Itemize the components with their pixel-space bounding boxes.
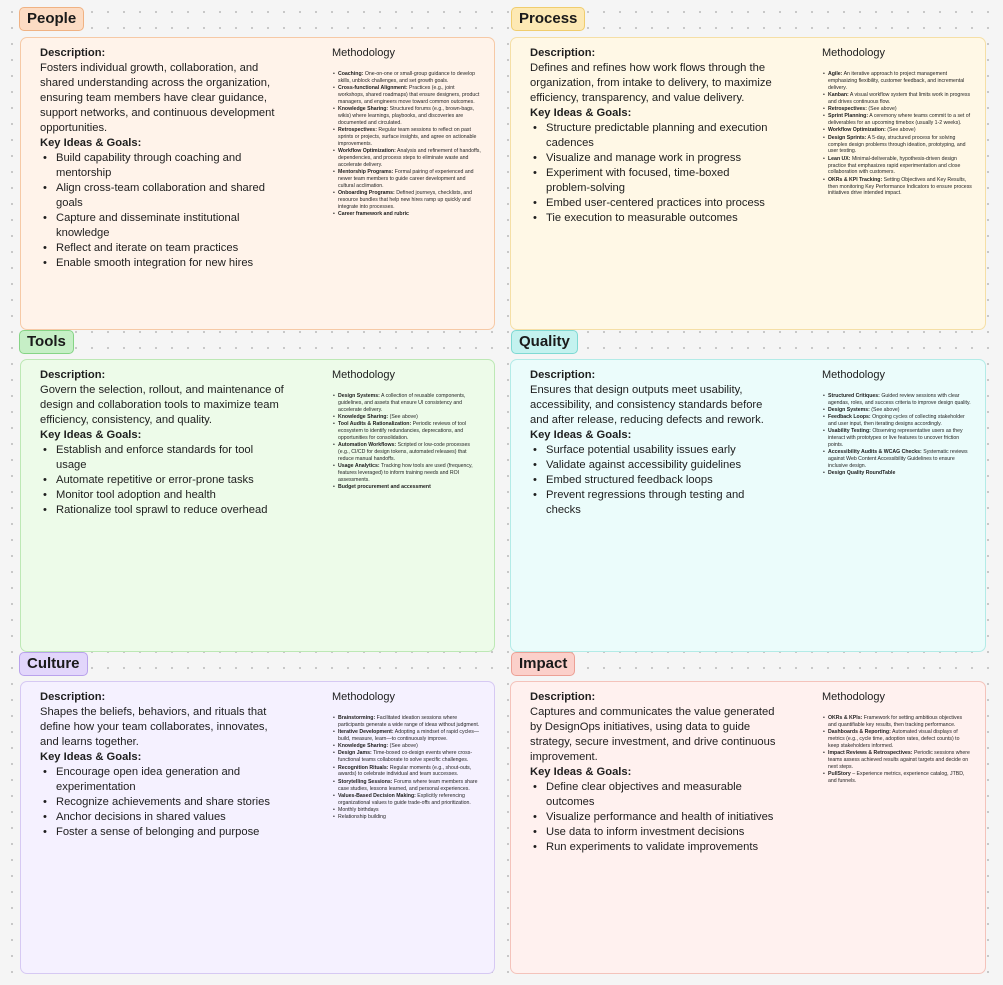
methodology-item — [338, 463, 482, 484]
methodology-term: Usage Analytics: — [338, 463, 380, 470]
description-label: Description: — [530, 691, 596, 703]
methodology-item — [338, 750, 482, 764]
methodology-list — [822, 71, 972, 197]
methodology-term: Usability Testing: — [828, 428, 871, 435]
methodology-panel — [332, 46, 482, 218]
section-summary — [40, 690, 286, 840]
methodology-text: Ongoing cycles of collecting stakeholder and user input, then iterating designs accordingly. — [828, 414, 965, 428]
goal-item: • Build capability through coaching and mentorship — [54, 151, 286, 181]
methodology-item — [828, 127, 972, 134]
methodology-panel — [822, 46, 972, 198]
methodology-term: Agile: — [828, 71, 843, 77]
section-card-quality[interactable] — [510, 359, 986, 652]
goal-item: • Define clear objectives and measurable outcomes — [544, 780, 776, 810]
methodology-text: (See above) — [887, 127, 916, 134]
methodology-term: Automation Workflows: — [338, 442, 397, 449]
methodology-item — [338, 190, 482, 211]
description-text: Defines and refines how work flows through the organization, from intake to delivery, to maximize efficiency, transparency, and value delivery. — [530, 62, 772, 104]
methodology-text: One-on-one or small-group guidance to develop skills, unblock challenges, and set growth goals. — [338, 71, 475, 84]
methodology-heading: Methodology — [822, 369, 885, 381]
goal-item: • Visualize performance and health of initiatives — [544, 810, 776, 825]
methodology-item — [338, 211, 482, 218]
description-text: Captures and communicates the value generated by DesignOps initiatives, using data to guide strategy, secure investment, and drive continuous improvement. — [530, 706, 776, 763]
section-summary — [40, 46, 286, 271]
description-label: Description: — [40, 369, 106, 381]
methodology-item — [338, 414, 482, 421]
section-card-culture[interactable] — [20, 681, 495, 974]
methodology-term: Workflow Optimization: — [338, 148, 396, 155]
section-card-people[interactable] — [20, 37, 495, 330]
methodology-term: Design Sprints: — [828, 134, 867, 141]
goals-list — [40, 443, 286, 518]
goal-item: • Embed user-centered practices into process — [544, 196, 776, 211]
methodology-panel — [332, 690, 482, 821]
methodology-term: PullStory — [828, 771, 851, 778]
methodology-item — [338, 106, 482, 127]
goal-item: • Recognize achievements and share stories — [54, 795, 286, 810]
section-tag-quality[interactable]: Quality — [511, 330, 578, 354]
methodology-text: Explicitly referencing organizational values to guide trade-offs and prioritization. — [338, 792, 471, 806]
methodology-heading: Methodology — [332, 47, 395, 59]
methodology-item — [828, 414, 972, 428]
goal-item: • Tie execution to measurable outcomes — [544, 211, 776, 226]
goal-item: • Run experiments to validate improvements — [544, 840, 776, 855]
methodology-text: Tracking how tools are used (frequency, features leveraged) to inform training needs and ROI assessments. — [338, 463, 473, 484]
methodology-list — [822, 393, 972, 477]
methodology-item — [828, 428, 972, 449]
section-tag-people[interactable]: People — [19, 7, 84, 31]
goal-item: • Encourage open idea generation and experimentation — [54, 765, 286, 795]
methodology-panel — [332, 368, 482, 491]
methodology-item — [828, 771, 972, 785]
methodology-term: Values-Based Decision Making: — [338, 792, 416, 799]
goal-item: • Monitor tool adoption and health — [54, 488, 286, 503]
section-tag-tools[interactable]: Tools — [19, 330, 74, 354]
methodology-text: (See above) — [389, 743, 418, 750]
goal-item: • Automate repetitive or error-prone tasks — [54, 473, 286, 488]
methodology-text: Time-boxed co-design events where cross-functional teams collaborate to solve specific challenges. — [338, 750, 473, 764]
methodology-item — [338, 71, 482, 85]
methodology-term: Design Systems: — [828, 407, 870, 414]
methodology-item — [338, 743, 482, 750]
methodology-item — [338, 729, 482, 743]
methodology-text: – Experience metrics, experience catalog, JTBD, and funnels. — [828, 771, 965, 785]
methodology-text: An iterative approach to project management emphasizing flexibility, customer feedback, and incremental delivery. — [828, 71, 965, 91]
methodology-item — [828, 106, 972, 113]
methodology-item — [828, 449, 972, 470]
description-label: Description: — [40, 691, 106, 703]
methodology-text: Observing representative users as they interact with prototypes or live features to uncover friction points. — [828, 428, 963, 449]
description-text: Ensures that design outputs meet usability, accessibility, and consistency standards before and after release, reducing defects and rework. — [530, 384, 764, 426]
goal-item: • Rationalize tool sprawl to reduce overhead — [54, 503, 286, 518]
goals-list — [40, 765, 286, 840]
methodology-term: Sprint Planning: — [828, 113, 869, 120]
methodology-text: Defined journeys, checklists, and resource bundles that help new hires ramp up quickly and integrate into processes. — [338, 190, 473, 210]
methodology-item — [338, 715, 482, 729]
methodology-item — [828, 729, 972, 750]
section-card-impact[interactable] — [510, 681, 986, 974]
methodology-term: Career framework and rubric — [338, 211, 409, 218]
methodology-term: Lean UX: — [828, 155, 851, 162]
methodology-heading: Methodology — [332, 691, 395, 703]
methodology-item — [338, 148, 482, 169]
methodology-text: Periodic reviews of tool ecosystem to identify redundancies, deprecations, and opportunities for consolidation. — [338, 421, 466, 442]
methodology-item — [338, 793, 482, 807]
methodology-panel — [822, 690, 972, 785]
description-label: Description: — [40, 47, 106, 59]
methodology-text: Framework for setting ambitious objectives and quantifiable key results, then tracking performance. — [828, 715, 963, 728]
goal-item: • Foster a sense of belonging and purpose — [54, 825, 286, 840]
methodology-term: OKRs & KPI Tracking: — [828, 176, 883, 183]
methodology-panel — [822, 368, 972, 478]
methodology-list — [822, 715, 972, 785]
methodology-term: Knowledge Sharing: — [338, 414, 389, 421]
description-label: Description: — [530, 47, 596, 59]
methodology-term: Design Jams: — [338, 750, 372, 757]
goal-item: • Surface potential usability issues early — [544, 443, 776, 458]
methodology-term: Tool Audits & Rationalization: — [338, 421, 412, 428]
methodology-text: Formal pairing of experienced and newer team members to guide career development and cultural acclimation. — [338, 169, 474, 189]
methodology-item — [828, 156, 972, 177]
methodology-text: Forums where team members share case studies, lessons learned, and personal experiences. — [338, 778, 478, 792]
description-text: Govern the selection, rollout, and maintenance of design and collaboration tools to maximize team efficiency, consistency, and quality. — [40, 384, 284, 426]
methodology-term: Design Quality RoundTable — [828, 470, 896, 477]
methodology-item — [828, 393, 972, 407]
methodology-term: Budget procurement and accessment — [338, 484, 431, 491]
methodology-term: Brainstorming: — [338, 715, 376, 721]
methodology-text: Minimal-deliverable, hypothesis-driven design practice that emphasizes rapid experimentation and close collaboration with customers. — [828, 155, 961, 176]
methodology-text: Systematic reviews against Web Content Accessibility Guidelines to ensure inclusive design. — [828, 449, 968, 470]
methodology-term: Dashboards & Reporting: — [828, 729, 891, 736]
methodology-item — [338, 169, 482, 190]
goal-item: • Reflect and iterate on team practices — [54, 241, 286, 256]
methodology-term: Mentorship Programs: — [338, 169, 394, 176]
description-text: Shapes the beliefs, behaviors, and rituals that define how your team collaborates, innovates, and learns together. — [40, 706, 268, 748]
methodology-text: Practices (e.g., joint workshops, shared roadmaps) that ensure designers, product managers, and engineers move toward common outcomes. — [338, 85, 480, 105]
methodology-term: Accessibility Audits & WCAG Checks: — [828, 449, 922, 456]
key-ideas-label: Key Ideas & Goals: — [530, 429, 632, 441]
methodology-text: Guided review sessions with clear agendas, roles, and success criteria to improve design quality. — [828, 393, 971, 406]
goal-item: • Structure predictable planning and execution cadences — [544, 121, 776, 151]
section-card-tools[interactable] — [20, 359, 495, 652]
methodology-item — [828, 92, 972, 106]
methodology-term: Storytelling Sessions: — [338, 778, 393, 785]
methodology-text: (See above) — [868, 106, 897, 113]
methodology-item — [828, 715, 972, 729]
methodology-item — [338, 393, 482, 414]
section-summary — [530, 690, 776, 855]
section-card-process[interactable] — [510, 37, 986, 330]
goal-item: • Capture and disseminate institutional knowledge — [54, 211, 286, 241]
methodology-text: (See above) — [389, 414, 418, 421]
methodology-item — [828, 407, 972, 414]
methodology-item — [828, 470, 972, 477]
methodology-term: Coaching: — [338, 71, 364, 77]
methodology-text: Relationship building — [338, 814, 386, 821]
methodology-term: Design Systems: — [338, 393, 380, 399]
methodology-term: Knowledge Sharing: — [338, 743, 389, 750]
methodology-heading: Methodology — [332, 369, 395, 381]
methodology-item — [338, 484, 482, 491]
methodology-text: Monthly birthdays — [338, 806, 379, 813]
methodology-text: Scripted or low-code processes (e.g., CI/CD for design tokens, automated releases) that reduce manual handoffs. — [338, 442, 470, 463]
key-ideas-label: Key Ideas & Goals: — [40, 137, 142, 149]
methodology-text: A ceremony where teams commit to a set of deliverables for an upcoming timebox (usually 1-2 weeks). — [828, 113, 971, 127]
methodology-text: Structured forums (e.g., brown-bags, wikis) where learnings, playbooks, and discoveries are documented and circulated. — [338, 106, 475, 126]
methodology-text: Adopting a mindset of rapid cycles—build, measure, learn—to continuously improve. — [338, 729, 479, 743]
methodology-text: Regular moments (e.g., shout-outs, awards) to celebrate individual and team successes. — [338, 764, 472, 778]
methodology-term: OKRs & KPIs: — [828, 715, 863, 721]
goal-item: • Visualize and manage work in progress — [544, 151, 776, 166]
methodology-term: Iterative Development: — [338, 729, 394, 736]
methodology-term: Recognition Rituals: — [338, 764, 389, 771]
methodology-term: Impact Reviews & Retrospectives: — [828, 750, 913, 757]
key-ideas-label: Key Ideas & Goals: — [40, 429, 142, 441]
methodology-item — [828, 177, 972, 198]
methodology-term: Feedback Loops: — [828, 414, 871, 421]
goal-item: • Anchor decisions in shared values — [54, 810, 286, 825]
methodology-text: A collection of reusable components, guidelines, and assets that ensure UI consistency and accelerate delivery. — [338, 393, 466, 413]
methodology-term: Kanban: — [828, 92, 849, 99]
goal-item: • Align cross-team collaboration and shared goals — [54, 181, 286, 211]
section-tag-culture[interactable]: Culture — [19, 652, 88, 676]
goal-item: • Use data to inform investment decisions — [544, 825, 776, 840]
methodology-text: Facilitated ideation sessions where participants generate a wide range of ideas without judgment. — [338, 715, 480, 728]
methodology-term: Workflow Optimization: — [828, 127, 886, 134]
methodology-list — [332, 71, 482, 218]
methodology-item — [338, 779, 482, 793]
methodology-text: Automated visual displays of metrics (e.g., cycle time, adoption rates, defect counts) to keep stakeholders informed. — [828, 729, 960, 749]
methodology-text: (See above) — [871, 407, 900, 414]
methodology-text: Regular team sessions to reflect on past sprints or projects, surface insights, and agree on actionable improvements. — [338, 127, 477, 147]
methodology-heading: Methodology — [822, 691, 885, 703]
goal-item: • Validate against accessibility guidelines — [544, 458, 776, 473]
methodology-text: Analysis and refinement of handoffs, dependencies, and process steps to eliminate waste and accelerate delivery. — [338, 148, 481, 168]
methodology-list — [332, 393, 482, 491]
methodology-term: Retrospectives: — [828, 106, 867, 113]
methodology-item — [338, 85, 482, 106]
methodology-term: Knowledge Sharing: — [338, 106, 389, 113]
methodology-item — [338, 127, 482, 148]
methodology-term: Retrospectives: — [338, 127, 377, 134]
goals-list — [530, 121, 776, 226]
description-label: Description: — [530, 369, 596, 381]
methodology-text: Setting Objectives and Key Results, then monitoring Key Performance Indicators to ensure process initiatives drive intended impact. — [828, 176, 972, 197]
goal-item: • Prevent regressions through testing and checks — [544, 488, 776, 518]
methodology-item — [828, 135, 972, 156]
methodology-item — [828, 750, 972, 771]
methodology-text: Periodic sessions where teams assess achieved results against targets and decide on next steps. — [828, 750, 970, 770]
methodology-item — [338, 807, 482, 814]
goals-list — [530, 780, 776, 855]
methodology-term: Structured Critiques: — [828, 393, 880, 399]
section-summary — [530, 46, 776, 226]
methodology-item — [338, 442, 482, 463]
key-ideas-label: Key Ideas & Goals: — [530, 107, 632, 119]
methodology-heading: Methodology — [822, 47, 885, 59]
section-summary — [530, 368, 776, 518]
methodology-item — [338, 814, 482, 821]
goal-item: • Experiment with focused, time-boxed problem-solving — [544, 166, 776, 196]
goal-item: • Establish and enforce standards for tool usage — [54, 443, 286, 473]
key-ideas-label: Key Ideas & Goals: — [40, 751, 142, 763]
methodology-text: A visual workflow system that limits work in progress and drives continuous flow. — [828, 92, 971, 105]
goal-item: • Enable smooth integration for new hires — [54, 256, 286, 271]
methodology-text: A 5-day, structured process for solving complex design problems through ideation, prototyping, and user testing. — [828, 134, 966, 155]
methodology-term: Onboarding Programs: — [338, 190, 395, 197]
section-tag-process[interactable]: Process — [511, 7, 585, 31]
section-tag-impact[interactable]: Impact — [511, 652, 575, 676]
methodology-term: Cross-functional Alignment: — [338, 85, 408, 92]
methodology-item — [338, 421, 482, 442]
section-summary — [40, 368, 286, 518]
key-ideas-label: Key Ideas & Goals: — [530, 766, 632, 778]
methodology-item — [828, 71, 972, 92]
methodology-item — [338, 765, 482, 779]
methodology-list — [332, 715, 482, 821]
goals-list — [530, 443, 776, 518]
goal-item: • Embed structured feedback loops — [544, 473, 776, 488]
description-text: Fosters individual growth, collaboration, and shared understanding across the organization, ensuring team members have clear guidance, support networks, and continuous development opportunities. — [40, 62, 275, 134]
goals-list — [40, 151, 286, 271]
methodology-item — [828, 113, 972, 127]
